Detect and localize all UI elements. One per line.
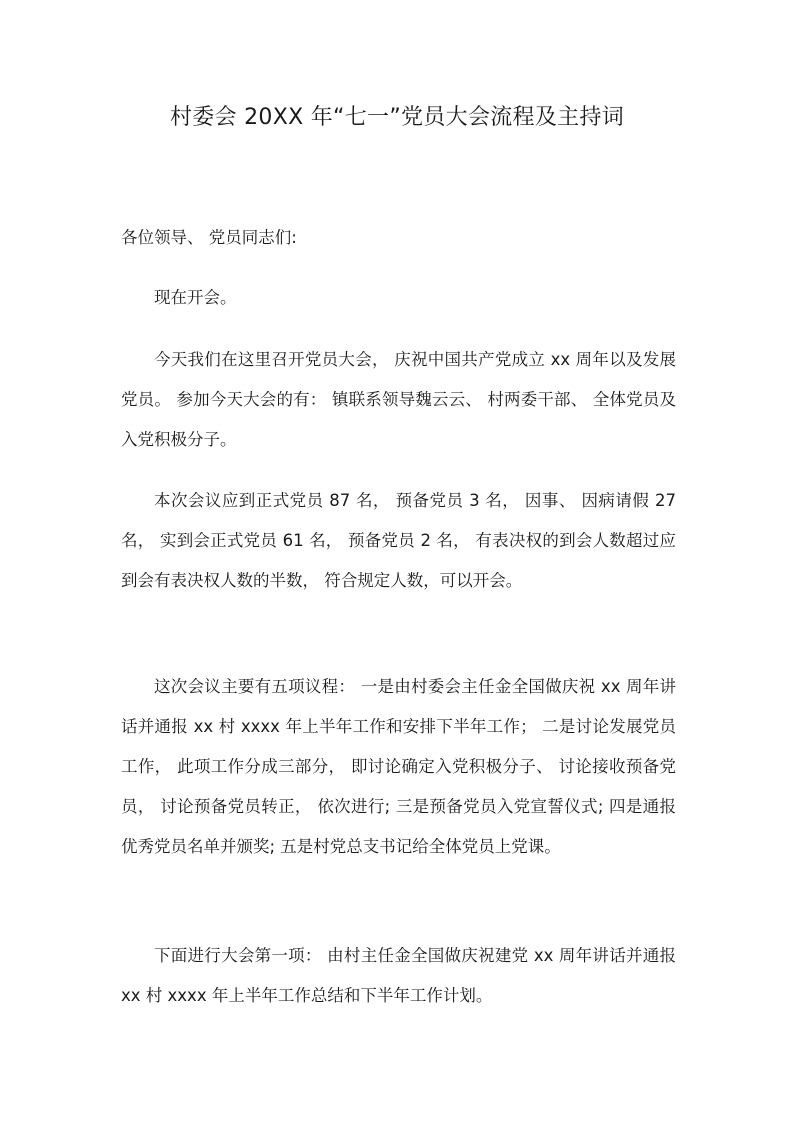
- paragraph-opening: 现在开会。: [154, 288, 237, 307]
- paragraph-purpose: 今天我们在这里召开党员大会， 庆祝中国共产党成立 xx 周年以及发展党员。 参加今天大会的有： 镇联系领导魏云云、 村两委干部、 全体党员及入党积极分子。: [121, 350, 676, 449]
- paragraph-agenda: 这次会议主要有五项议程： 一是由村委会主任金全国做庆祝 xx 周年讲话并通报 xx 村 xxxx 年上半年工作和安排下半年工作； 二是讨论发展党员工作， 此项工作分成三部分， 即讨论确定入党积极分子、 讨论接收预备党员， 讨论预备党员转正， 依次进行; 三是预备党员入党宣誓仪式; 四是通报优秀党员名单并颁奖; 五是村党总支书记给全体党员上党课。: [121, 677, 676, 856]
- salutation: 各位领导、 党员同志们:: [121, 228, 297, 247]
- paragraph-attendance: 本次会议应到正式党员 87 名， 预备党员 3 名， 因事、 因病请假 27名， 实到会正式党员 61 名， 预备党员 2 名， 有表决权的到会人数超过应到会有表决权人数的半数， 符合规定人数，可以开会。: [121, 491, 676, 590]
- document-title: 村委会 20XX 年“七一”党员大会流程及主持词: [169, 105, 625, 130]
- paragraph-first-item: 下面进行大会第一项： 由村主任金全国做庆祝建党 xx 周年讲话并通报 xx 村 xxxx 年上半年工作总结和下半年工作计划。: [121, 946, 676, 1005]
